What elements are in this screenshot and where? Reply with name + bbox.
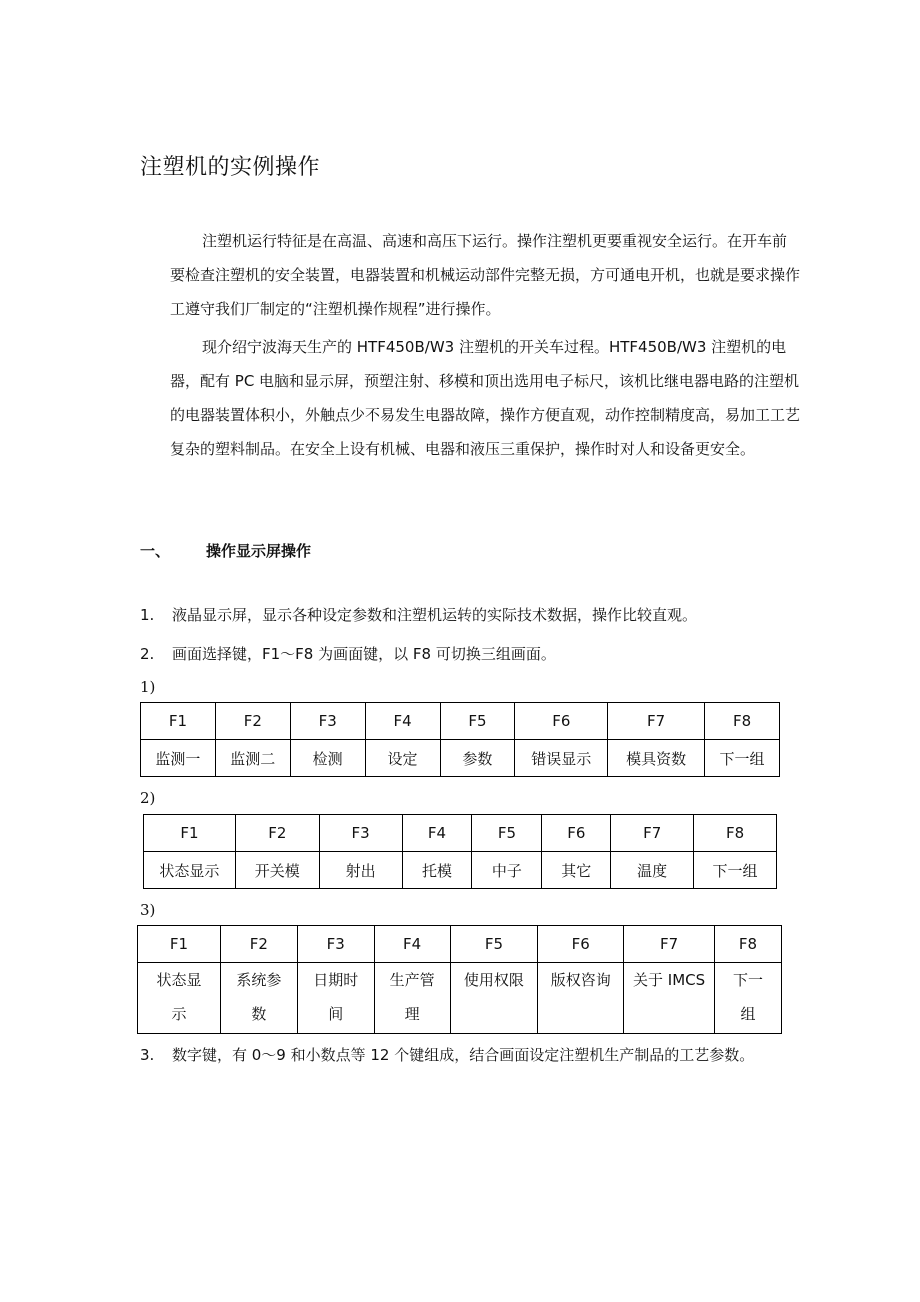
key-cell: F6 — [515, 703, 608, 740]
key-cell: F3 — [319, 815, 402, 852]
key-cell: F4 — [365, 703, 440, 740]
key-cell: F2 — [235, 815, 319, 852]
key-cell: F2 — [215, 703, 290, 740]
table-3-label: 3) — [140, 901, 156, 919]
list-item-number: 2. — [140, 645, 155, 663]
key-cell: F7 — [624, 926, 715, 963]
function-cell: 设定 — [365, 740, 440, 777]
list-item-3 — [140, 1038, 780, 1072]
function-key-table-3 — [137, 925, 782, 1034]
function-cell: 下一组 — [715, 963, 782, 1034]
key-cell: F6 — [538, 926, 624, 963]
table-row-functions — [138, 963, 782, 1034]
key-cell: F8 — [715, 926, 782, 963]
list-item-number: 3. — [140, 1046, 155, 1064]
function-cell: 版权咨询 — [538, 963, 624, 1034]
function-cell: 其它 — [542, 852, 611, 889]
intro-paragraph-2: 现介绍宁波海天生产的 HTF450B/W3 注塑机的开关车过程。HTF450B/W3 注塑机的电器，配有 PC 电脑和显示屏，预塑注射、移模和顶出选用电子标尺，该机比继电器电路的注塑机的电器装置体积小，外触点少不易发生电器故障，操作方便直观，动作控制精度高，易加工工艺复杂的塑料制品。在安全上设有机械、电器和液压三重保护，操作时对人和设备更安全。 — [170, 338, 801, 458]
function-cell: 下一组 — [705, 740, 780, 777]
key-cell: F1 — [144, 815, 236, 852]
function-cell: 模具资数 — [608, 740, 705, 777]
key-cell: F7 — [611, 815, 694, 852]
function-cell: 托模 — [402, 852, 472, 889]
function-cell: 状态显示 — [144, 852, 236, 889]
list-item-1 — [140, 598, 697, 632]
function-cell: 温度 — [611, 852, 694, 889]
section-number: 一、 — [140, 542, 171, 560]
intro-paragraph-1: 注塑机运行特征是在高温、高速和高压下运行。操作注塑机更要重视安全运行。在开车前要检查注塑机的安全装置，电器装置和机械运动部件完整无损，方可通电开机，也就是要求操作工遵守我们厂制定的“注塑机操作规程”进行操作。 — [170, 232, 801, 318]
function-cell: 开关模 — [235, 852, 319, 889]
function-cell: 状态显示 — [138, 963, 221, 1034]
key-cell: F4 — [374, 926, 450, 963]
function-cell: 监测一 — [141, 740, 216, 777]
key-cell: F3 — [297, 926, 374, 963]
table-row-functions — [141, 740, 780, 777]
table-row-keys — [138, 926, 782, 963]
list-item-number: 1. — [140, 606, 155, 624]
table-2-label: 2) — [140, 789, 156, 807]
function-key-table-2 — [143, 814, 777, 889]
function-cell: 系统参数 — [220, 963, 297, 1034]
table-row-keys — [144, 815, 777, 852]
key-cell: F5 — [440, 703, 515, 740]
key-cell: F1 — [138, 926, 221, 963]
page-title: 注塑机的实例操作 — [140, 155, 321, 180]
list-item-text: 画面选择键，F1～F8 为画面键，以 F8 可切换三组画面。 — [172, 645, 556, 663]
function-cell: 关于 IMCS — [624, 963, 715, 1034]
function-cell: 监测二 — [215, 740, 290, 777]
key-cell: F1 — [141, 703, 216, 740]
function-cell: 日期时间 — [297, 963, 374, 1034]
list-item-text: 液晶显示屏，显示各种设定参数和注塑机运转的实际技术数据，操作比较直观。 — [172, 606, 698, 624]
section-title: 操作显示屏操作 — [206, 542, 312, 560]
key-cell: F4 — [402, 815, 472, 852]
function-cell: 生产管理 — [374, 963, 450, 1034]
key-cell: F7 — [608, 703, 705, 740]
key-cell: F2 — [220, 926, 297, 963]
function-cell: 检测 — [290, 740, 365, 777]
function-cell: 参数 — [440, 740, 515, 777]
function-cell: 射出 — [319, 852, 402, 889]
function-cell: 使用权限 — [450, 963, 538, 1034]
function-cell: 错误显示 — [515, 740, 608, 777]
key-cell: F6 — [542, 815, 611, 852]
table-row-keys — [141, 703, 780, 740]
key-cell: F3 — [290, 703, 365, 740]
key-cell: F5 — [472, 815, 542, 852]
function-cell: 下一组 — [694, 852, 777, 889]
list-item-text: 数字键，有 0～9 和小数点等 12 个键组成，结合画面设定注塑机生产制品的工艺参数。 — [172, 1046, 755, 1064]
list-item-2 — [140, 637, 556, 671]
function-cell: 中子 — [472, 852, 542, 889]
key-cell: F8 — [705, 703, 780, 740]
key-cell: F8 — [694, 815, 777, 852]
table-row-functions — [144, 852, 777, 889]
function-key-table-1 — [140, 702, 780, 777]
table-1-label: 1) — [140, 678, 156, 696]
key-cell: F5 — [450, 926, 538, 963]
